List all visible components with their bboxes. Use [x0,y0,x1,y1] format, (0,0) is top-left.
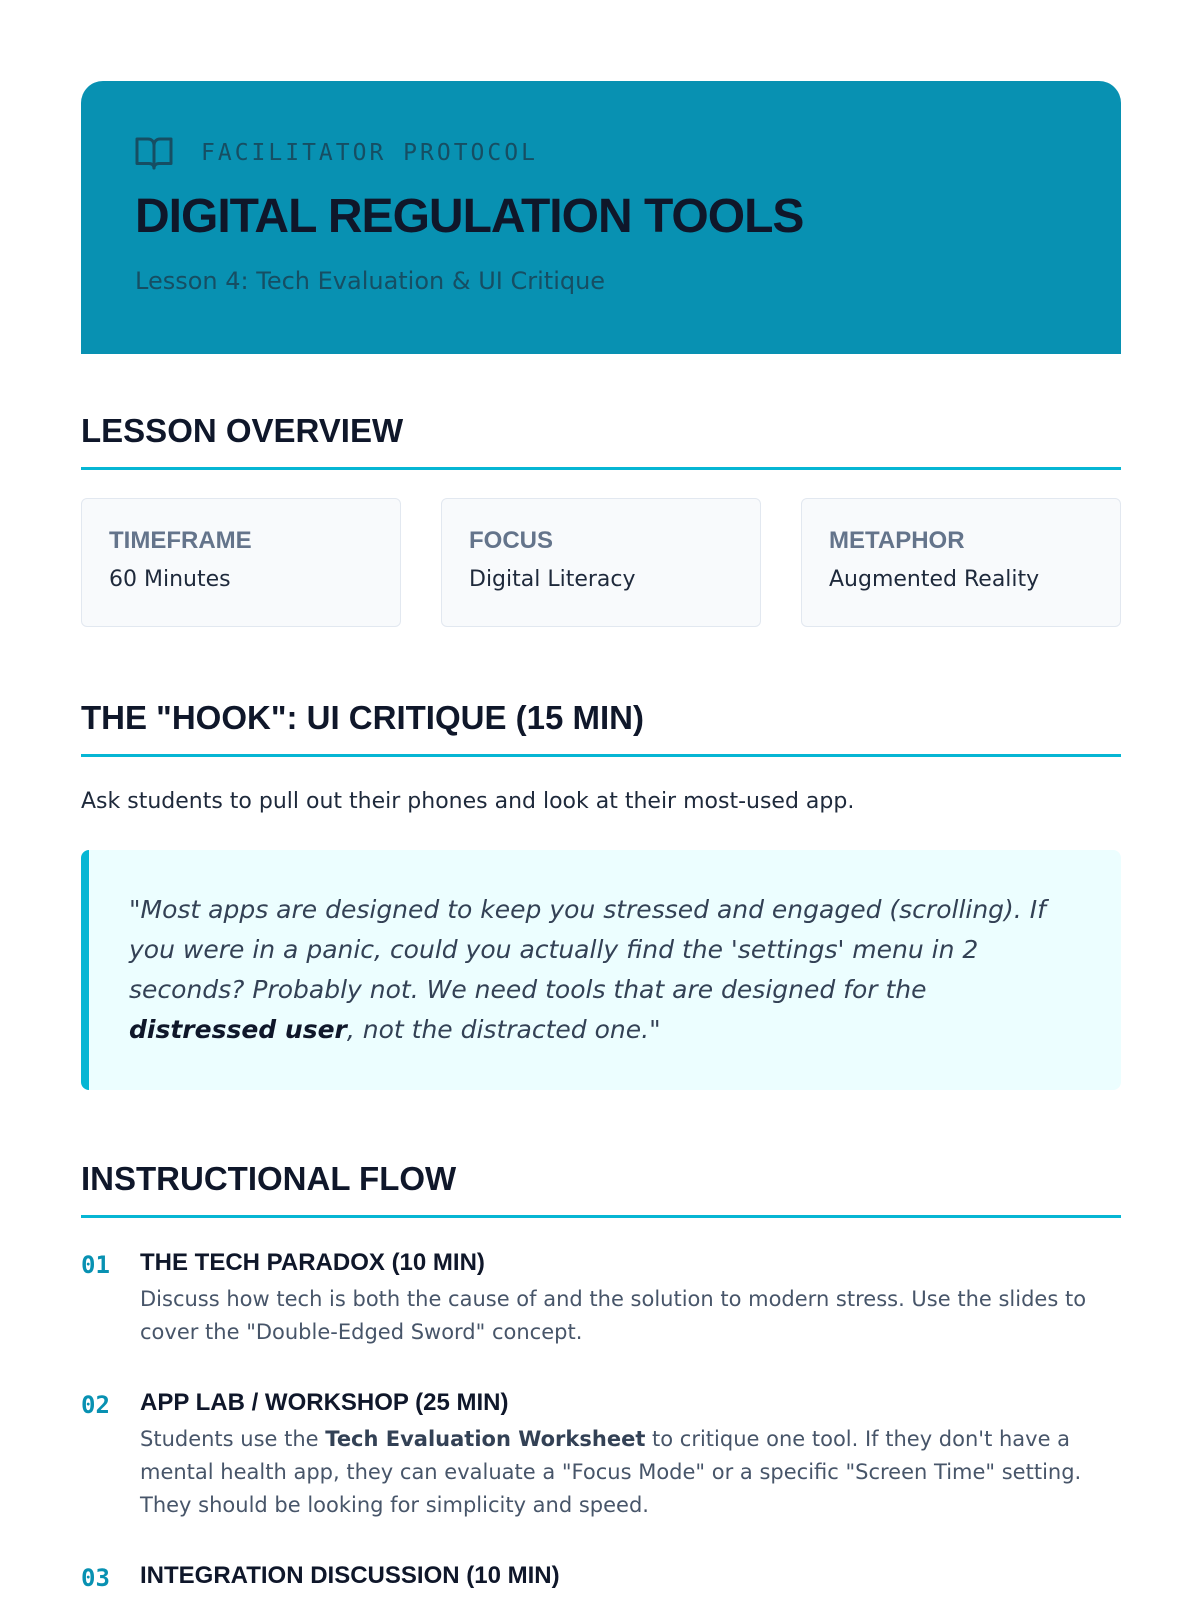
step-desc-text-end: to critique one tool. If they don't have a mental health app, they can evaluate a "Focus Mode" or a specific "Screen Time" setting. They should be looking for simplicity and speed. [140,1427,1082,1517]
card-label: TIMEFRAME [109,527,252,554]
overview-card-focus [441,498,761,627]
overview-cards [81,498,1121,627]
step-title: APP LAB / WORKSHOP (25 MIN) [140,1389,509,1416]
card-label: METAPHOR [829,527,965,554]
hook-heading: THE "HOOK": UI CRITIQUE (15 MIN) [81,699,644,736]
hook-quote [81,850,1121,1090]
step-title: THE TECH PARADOX (10 MIN) [140,1249,485,1276]
quote-text-end: , not the distracted one." [346,1015,661,1044]
step-number: 01 [81,1251,110,1279]
overview-divider [81,467,1121,470]
step-desc-text: Discuss how tech is both the cause of and the solution to modern stress. Use the slides to cover the "Double-Edged Sword" concept. [140,1287,1087,1344]
eyebrow-label: FACILITATOR PROTOCOL [201,140,538,166]
page-title: DIGITAL REGULATION TOOLS [135,190,804,243]
eyebrow [135,135,538,171]
card-value: Augmented Reality [829,567,1040,592]
hook-divider [81,754,1121,757]
step-title: INTEGRATION DISCUSSION (10 MIN) [140,1562,560,1589]
card-value: 60 Minutes [109,567,231,592]
flow-divider [81,1215,1121,1218]
step-description [140,1423,1125,1522]
overview-heading: LESSON OVERVIEW [81,412,404,449]
quote-text-start: "Most apps are designed to keep you stressed and engaged (scrolling). If you were in a panic, could you actually find the 'settings' menu in 2 seconds? Probably not. We need tools that are designed for the [129,895,1046,1004]
overview-card-timeframe [81,498,401,627]
flow-heading: INSTRUCTIONAL FLOW [81,1160,457,1197]
card-label: FOCUS [469,527,553,554]
step-desc-bold: Tech Evaluation Worksheet [325,1427,646,1451]
book-open-icon [135,135,173,171]
step-number: 03 [81,1564,110,1592]
quote-emphasis: distressed user [129,1015,347,1044]
hook-intro: Ask students to pull out their phones and look at their most-used app. [81,789,855,814]
overview-card-metaphor [801,498,1121,627]
card-value: Digital Literacy [469,567,636,592]
page-subtitle: Lesson 4: Tech Evaluation & UI Critique [135,267,606,295]
step-number: 02 [81,1391,110,1419]
step-desc-text: Students use the [140,1427,326,1451]
quote-text [129,890,1081,1050]
step-description [140,1283,1125,1349]
hero-banner [81,81,1121,354]
